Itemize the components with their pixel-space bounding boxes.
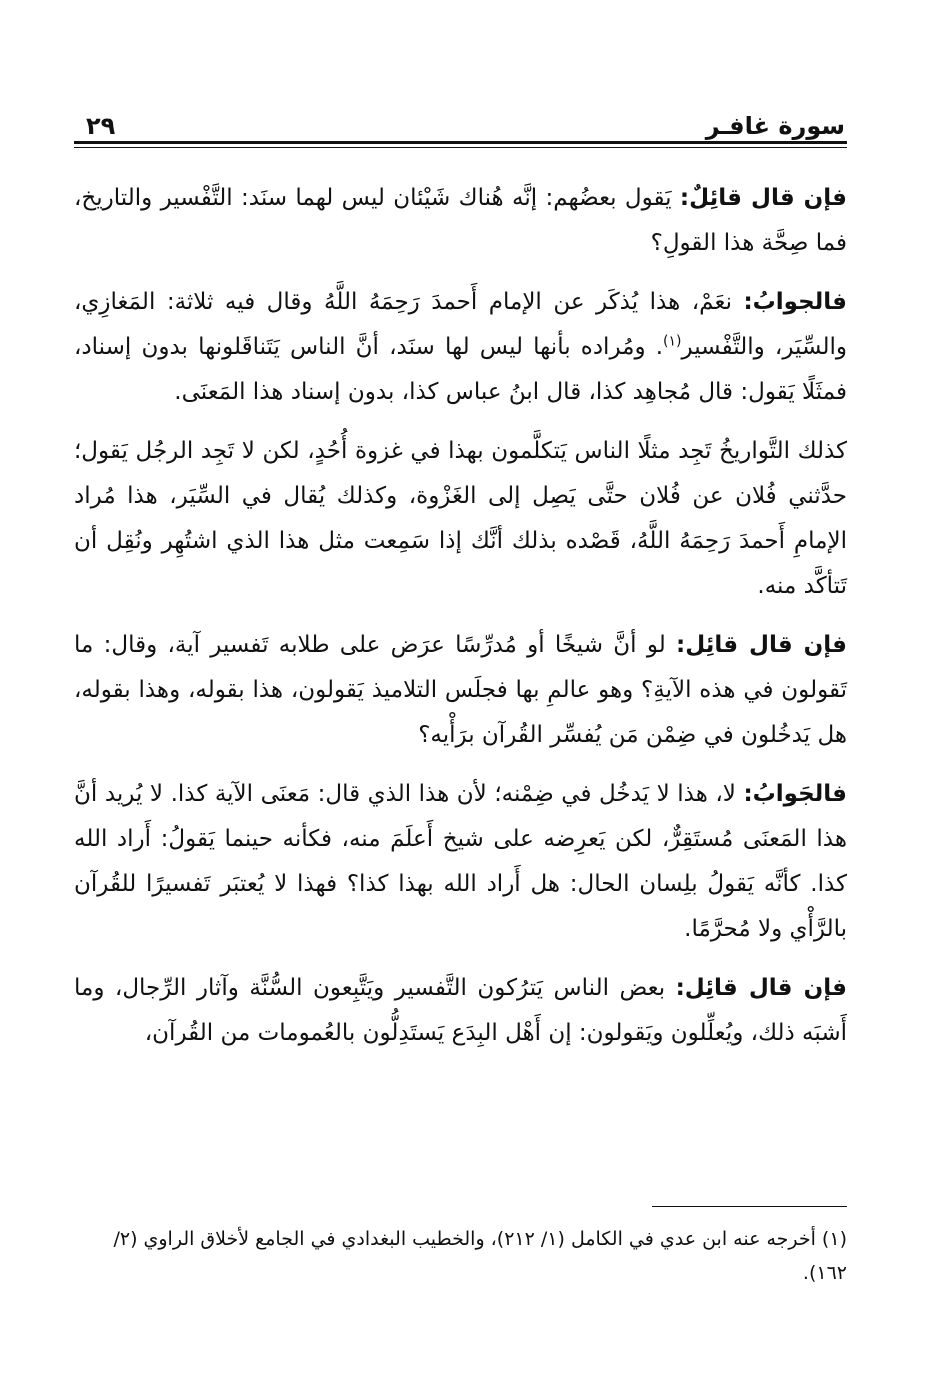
paragraph-1 bbox=[74, 176, 847, 266]
footnote-separator bbox=[652, 1206, 847, 1207]
footnotes bbox=[74, 1222, 847, 1290]
paragraph-lead: فإن قال قائِل: bbox=[675, 975, 847, 1001]
footnote-1: (١) أخرجه عنه ابن عدي في الكامل (١/ ٢١٢)، والخطيب البغدادي في الجامع لأخلاق الراوي (٢/ ١٦٢). bbox=[113, 1228, 847, 1284]
paragraph-text: كذلك التَّواريخُ تَجِد مثلًا الناس يَتكلَّمون بهذا في غزوة أُحُدٍ، لكن لا تَجِد الرجُل يَقول؛ حدَّثني فُلان عن فُلان حتَّى يَصِل إلى الغَزْوة، وكذلك يُقال في السِّيَر، هذا مُراد الإمامِ أَحمدَ رَحِمَهُ اللَّهُ، قَصْده بذلك أنَّك إذا سَمِعت مثل هذا الذي اشتُهِر ونُقِل أن تَتأكَّد منه. bbox=[74, 438, 847, 599]
paragraph-5 bbox=[74, 772, 847, 952]
footnote-reference[interactable]: (١) bbox=[663, 333, 682, 350]
paragraph-2 bbox=[74, 280, 847, 415]
paragraph-4 bbox=[74, 623, 847, 758]
paragraph-lead: فالجَوابُ: bbox=[743, 781, 847, 807]
paragraph-3 bbox=[74, 429, 847, 609]
header-rule bbox=[74, 141, 847, 144]
paragraph-text-continued: . ومُراده بأنها ليس لها سنَد، أنَّ الناس يَتَناقَلونها بدون إسناد، فمثَلًا يَقول: قال مُجاهِد كذا، قال ابنُ عباس كذا، بدون إسناد هذا المَعنَى. bbox=[74, 334, 847, 405]
paragraph-lead: فالجوابُ: bbox=[743, 289, 847, 315]
header-rule-thin bbox=[74, 147, 847, 148]
page-header bbox=[74, 108, 847, 142]
running-title: سورة غافـر bbox=[705, 112, 845, 140]
main-text bbox=[74, 176, 847, 1070]
paragraph-text: بعض الناس يَترُكون التَّفسير ويَتَّبِعون السُّنَّة وآثار الرِّجال، وما أَشبَه ذلك، ويُعلِّلون ويَقولون: إن أَهْل البِدَع يَستَدِلُّون بالعُمومات من القُرآن، bbox=[74, 975, 847, 1046]
paragraph-lead: فإن قال قائِلٌ: bbox=[679, 185, 847, 211]
paragraph-6 bbox=[74, 966, 847, 1056]
page-number: ٢٩ bbox=[86, 112, 116, 140]
paragraph-text: لا، هذا لا يَدخُل في ضِمْنه؛ لأن هذا الذي قال: مَعنَى الآية كذا. لا يُريد أنَّ هذا المَعنَى مُستَقِرٌّ، لكن يَعرِضه على شيخ أَعلَمَ منه، فكأنه حينما يَقولُ: أَراد الله كذا. كأنَّه يَقولُ بلِسان الحال: هل أَراد الله بهذا كذا؟ فهذا لا يُعتبَر تَفسيرًا للقُرآن بالرَّأْي ولا مُحرَّمًا. bbox=[74, 781, 847, 942]
paragraph-text: يَقول بعضُهم: إنَّه هُناك شَيْئان ليس لهما سنَد: التَّفْسير والتاريخ، فما صِحَّة هذا القولِ؟ bbox=[74, 185, 847, 256]
paragraph-lead: فإن قال قائِل: bbox=[676, 632, 847, 658]
paragraph-text: نعَمْ، هذا يُذكَر عن الإمام أَحمدَ رَحِمَهُ اللَّهُ وقال فيه ثلاثة: المَغازِي، والسِّيَر، والتَّفْسير bbox=[74, 289, 847, 360]
paragraph-text: لو أنَّ شيخًا أو مُدرِّسًا عرَض على طلابه تَفسير آية، وقال: ما تَقولون في هذه الآيةِ؟ وهو عالمِ بها فجلَس التلاميذ يَقولون، هذا بقوله، وهذا بقوله، هل يَدخُلون في ضِمْن مَن يُفسِّر القُرآن برَأْيه؟ bbox=[74, 632, 847, 748]
